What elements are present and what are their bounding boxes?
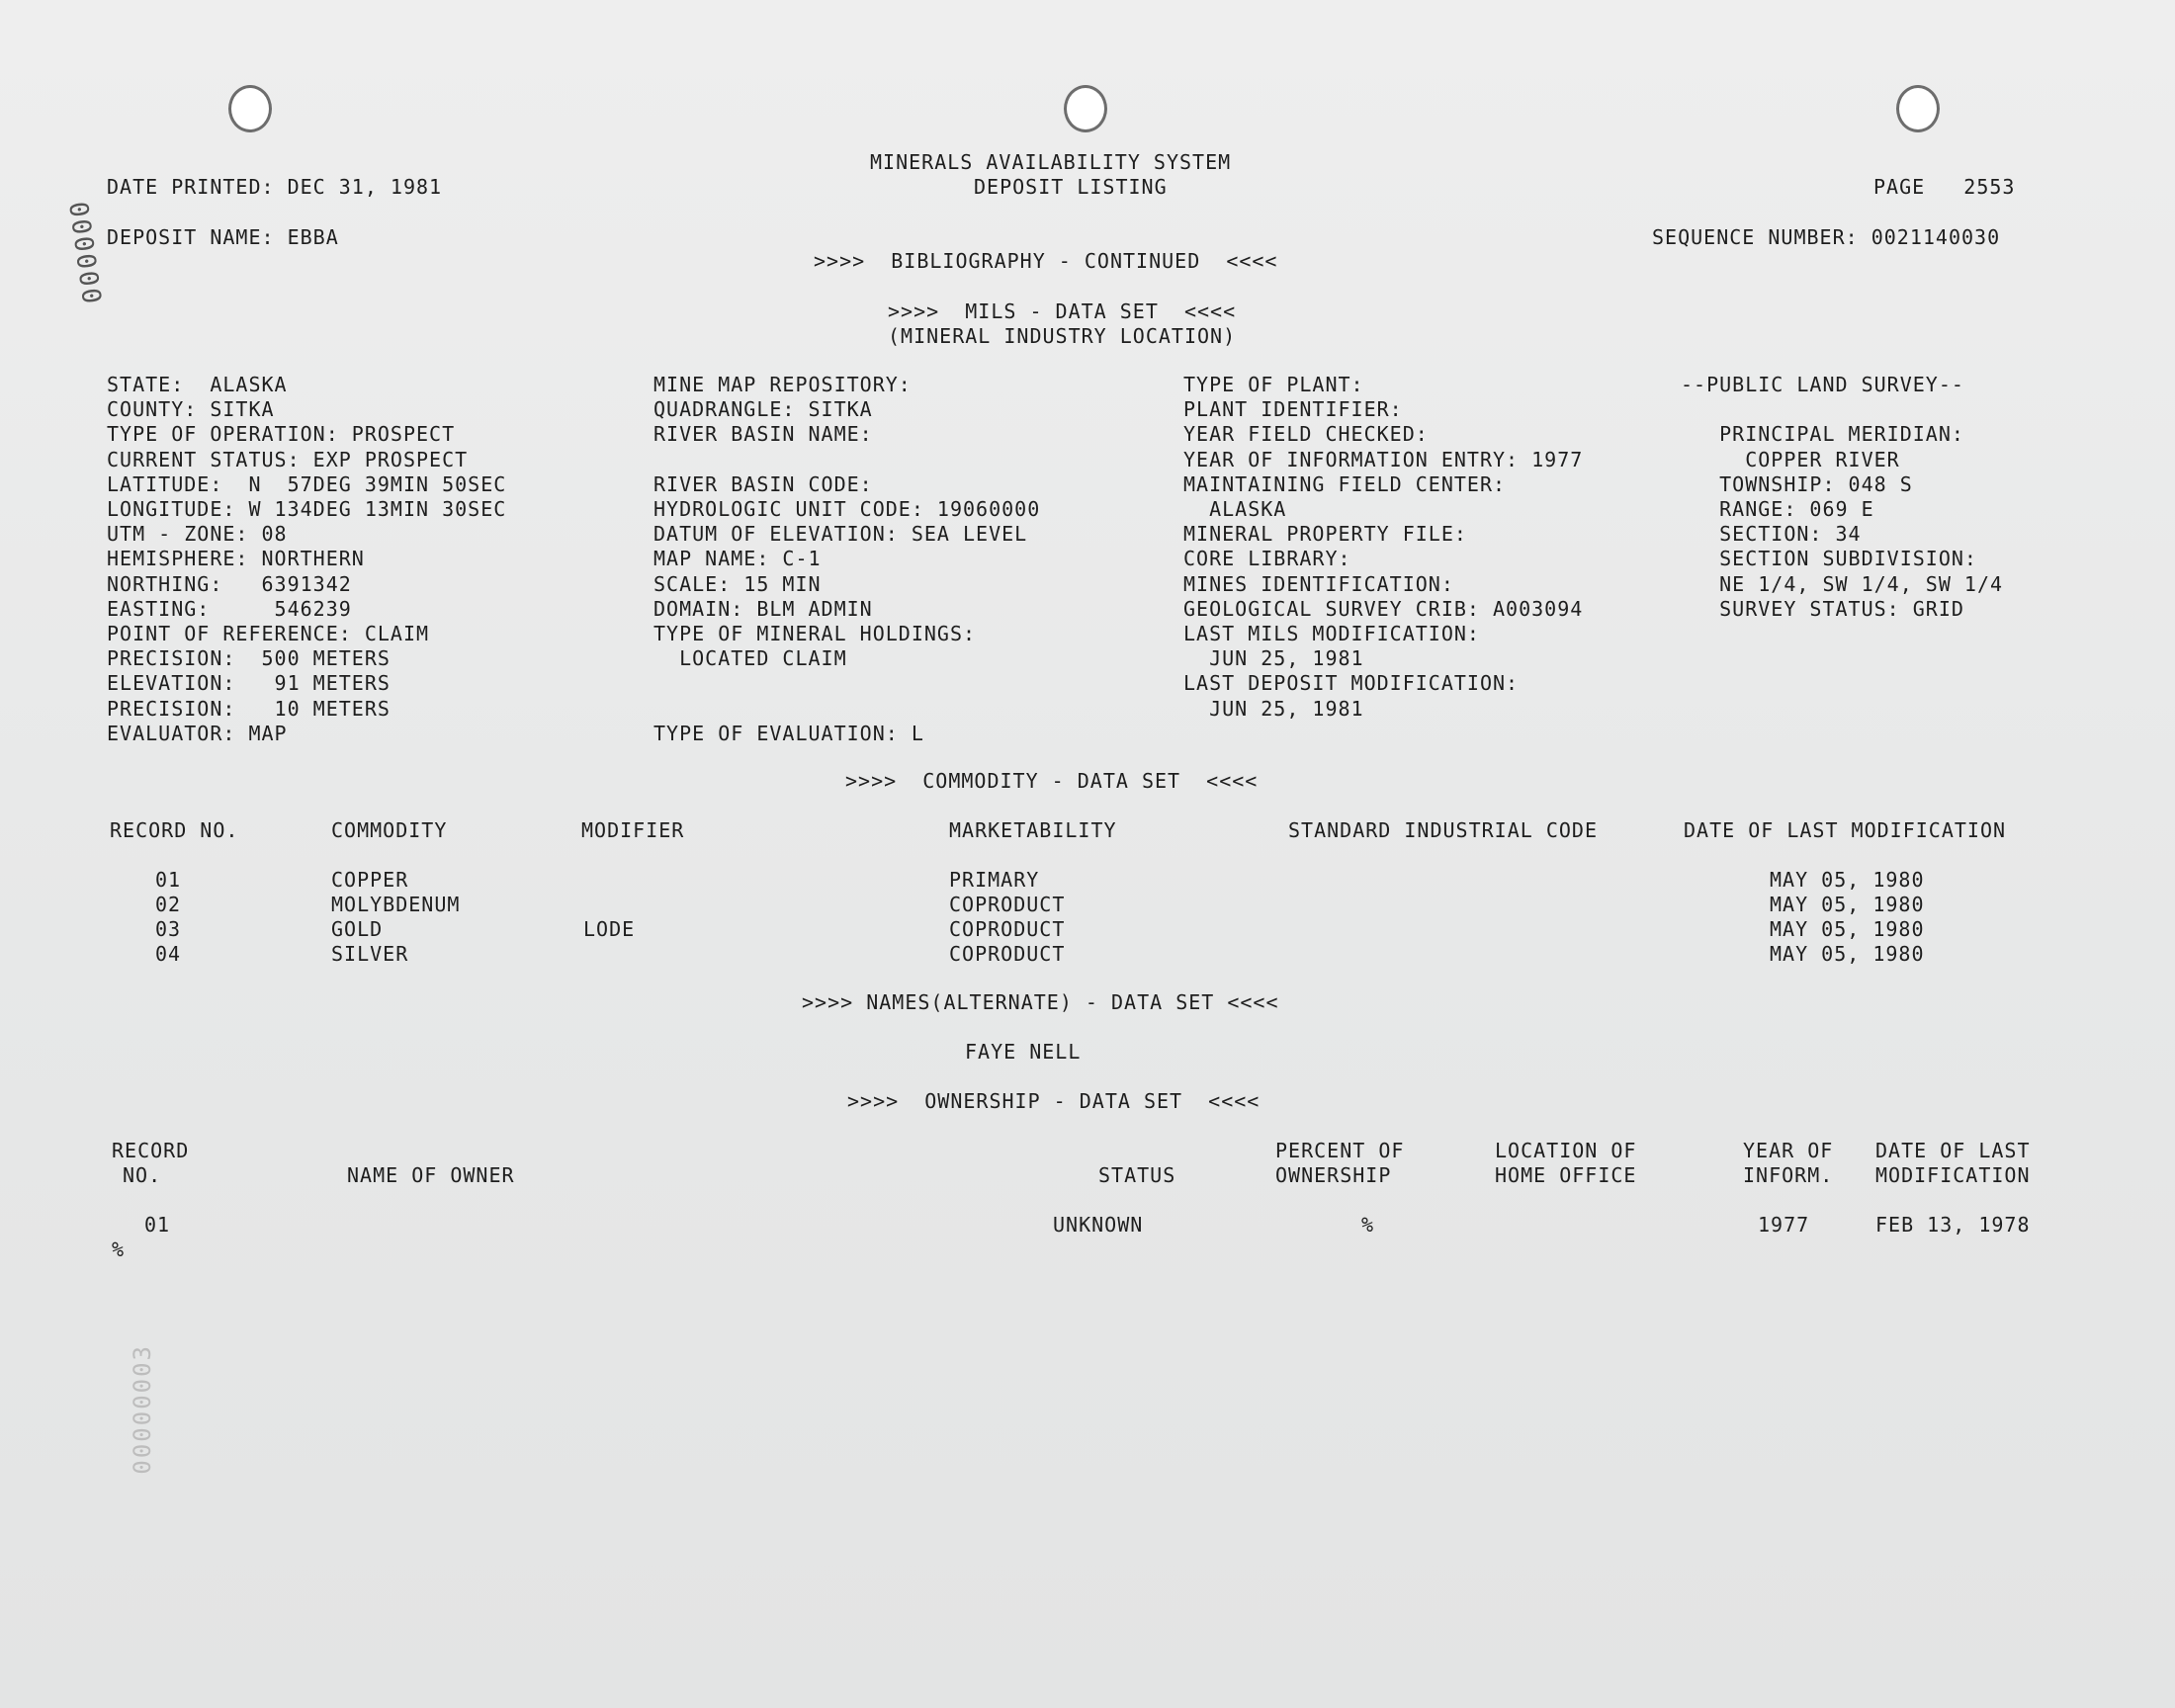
hydrologic-unit-code: HYDROLOGIC UNIT CODE: 19060000 (653, 497, 1041, 522)
last-modification: MAY 05, 1980 (1770, 893, 1925, 916)
margin-stamp-text: 000000 (64, 197, 110, 305)
marketability: COPRODUCT (949, 917, 1066, 941)
ownership-col-date: DATE OF LAST (1875, 1139, 2031, 1162)
hemisphere: HEMISPHERE: NORTHERN (107, 547, 365, 571)
river-basin-code: RIVER BASIN CODE: (653, 471, 873, 496)
names-heading: >>>> NAMES(ALTERNATE) - DATA SET <<<< (802, 990, 1279, 1014)
plant-identifier: PLANT IDENTIFIER: (1183, 397, 1403, 422)
precision: PRECISION: 500 METERS (107, 646, 391, 671)
section-subdivision-value: NE 1/4, SW 1/4, SW 1/4 (1681, 571, 2004, 596)
record-no: 02 (155, 893, 182, 916)
ownership-col-record-no: NO. (123, 1163, 162, 1187)
ownership-col-record: RECORD (112, 1139, 190, 1162)
record-no: 01 (155, 868, 182, 892)
mines-identification: MINES IDENTIFICATION: (1183, 571, 1454, 596)
datum-of-elevation: DATUM OF ELEVATION: SEA LEVEL (653, 522, 1028, 547)
punch-hole-center (1064, 85, 1107, 132)
sequence-number: SEQUENCE NUMBER: 0021140030 (1652, 225, 2001, 249)
last-mils-modification: LAST MILS MODIFICATION: (1183, 622, 1480, 646)
type-of-mineral-holdings: TYPE OF MINERAL HOLDINGS: (653, 622, 977, 646)
utm-zone: UTM - ZONE: 08 (107, 522, 288, 547)
mils-heading: >>>> MILS - DATA SET <<<< (888, 299, 1237, 323)
record-no: 04 (155, 942, 182, 966)
margin-stamp (65, 196, 133, 378)
last-modification: MAY 05, 1980 (1770, 868, 1925, 892)
commodity: COPPER (331, 868, 409, 892)
bibliography-heading: >>>> BIBLIOGRAPHY - CONTINUED <<<< (814, 249, 1278, 273)
ownership-col-location-2: HOME OFFICE (1495, 1163, 1637, 1187)
state: STATE: ALASKA (107, 373, 288, 396)
last-modification: MAY 05, 1980 (1770, 942, 1925, 966)
easting: EASTING: 546239 (107, 596, 352, 621)
date-printed: DATE PRINTED: DEC 31, 1981 (107, 175, 443, 199)
commodity-col-record: RECORD NO. (110, 818, 239, 842)
ownership-col-percent: PERCENT OF (1275, 1139, 1405, 1162)
point-of-reference: POINT OF REFERENCE: CLAIM (107, 622, 430, 646)
listing-title: DEPOSIT LISTING (974, 175, 1168, 199)
elevation-precision: PRECISION: 10 METERS (107, 696, 391, 721)
blank-row (1681, 397, 2003, 422)
commodity-col-marketability: MARKETABILITY (949, 818, 1117, 842)
latitude: LATITUDE: N 57DEG 39MIN 50SEC (107, 471, 507, 496)
scale: SCALE: 15 MIN (653, 571, 822, 596)
end-marker: % (112, 1238, 126, 1261)
status: UNKNOWN (1053, 1213, 1144, 1237)
quadrangle: QUADRANGLE: SITKA (653, 397, 873, 422)
field-center-value: ALASKA (1183, 497, 1287, 522)
commodity: MOLYBDENUM (331, 893, 461, 916)
map-name: MAP NAME: C-1 (653, 547, 822, 571)
section: SECTION: 34 (1681, 522, 1862, 547)
last-deposit-modification: LAST DEPOSIT MODIFICATION: (1183, 671, 1520, 696)
current-status: CURRENT STATUS: EXP PROSPECT (107, 447, 469, 471)
system-title: MINERALS AVAILABILITY SYSTEM (870, 150, 1232, 174)
blank-row (653, 697, 1040, 722)
commodity-col-date: DATE OF LAST MODIFICATION (1684, 818, 2007, 842)
last-mils-modification-date: JUN 25, 1981 (1183, 646, 1364, 671)
maintaining-field-center: MAINTAINING FIELD CENTER: (1183, 471, 1507, 496)
punch-hole-right (1896, 85, 1940, 132)
year-of-information-entry: YEAR OF INFORMATION ENTRY: 1977 (1183, 447, 1584, 471)
mineral-holdings-value: LOCATED CLAIM (653, 646, 847, 671)
commodity-col-commodity: COMMODITY (331, 818, 448, 842)
geological-survey-crib: GEOLOGICAL SURVEY CRIB: A003094 (1183, 596, 1584, 621)
deposit-name: DEPOSIT NAME: EBBA (107, 225, 339, 249)
last-deposit-modification-date: JUN 25, 1981 (1183, 696, 1364, 721)
commodity: GOLD (331, 917, 384, 941)
northing: NORTHING: 6391342 (107, 571, 352, 596)
type-of-plant: TYPE OF PLANT: (1183, 373, 1364, 396)
ownership-col-location: LOCATION OF (1495, 1139, 1637, 1162)
mils-subheading: (MINERAL INDUSTRY LOCATION) (888, 324, 1237, 348)
commodity-col-sic: STANDARD INDUSTRIAL CODE (1288, 818, 1598, 842)
mils-column-3 (1183, 373, 1583, 722)
public-land-survey (1681, 373, 2003, 622)
county: COUNTY: SITKA (107, 397, 275, 422)
river-basin-name: RIVER BASIN NAME: (653, 422, 873, 447)
record-no: 01 (144, 1213, 171, 1237)
mineral-property-file: MINERAL PROPERTY FILE: (1183, 522, 1467, 547)
alternate-name: FAYE NELL (965, 1040, 1082, 1064)
longitude: LONGITUDE: W 134DEG 13MIN 30SEC (107, 497, 507, 522)
elevation: ELEVATION: 91 METERS (107, 671, 391, 696)
marketability: COPRODUCT (949, 942, 1066, 966)
core-library: CORE LIBRARY: (1183, 547, 1351, 571)
ownership-col-year: YEAR OF (1743, 1139, 1834, 1162)
mine-map-repository: MINE MAP REPOSITORY: (653, 373, 912, 396)
last-modification: MAY 05, 1980 (1770, 917, 1925, 941)
public-land-survey-heading: --PUBLIC LAND SURVEY-- (1681, 373, 1964, 396)
ownership-col-year-2: INFORM. (1743, 1163, 1834, 1187)
type-of-evaluation: TYPE OF EVALUATION: L (653, 721, 924, 745)
section-subdivision: SECTION SUBDIVISION: (1681, 547, 1977, 571)
blank-row (653, 448, 1040, 472)
ownership-col-status: STATUS (1098, 1163, 1176, 1187)
mils-column-1 (107, 373, 506, 746)
principal-meridian-value: COPPER RIVER (1681, 447, 1900, 471)
percent: % (1361, 1213, 1375, 1237)
township: TOWNSHIP: 048 S (1681, 471, 1913, 496)
mils-column-2 (653, 373, 1040, 746)
last-modification: FEB 13, 1978 (1875, 1213, 2031, 1237)
ownership-col-percent-2: OWNERSHIP (1275, 1163, 1392, 1187)
commodity-heading: >>>> COMMODITY - DATA SET <<<< (845, 769, 1259, 793)
modifier: LODE (583, 917, 636, 941)
year-of-information: 1977 (1758, 1213, 1810, 1237)
commodity-col-modifier: MODIFIER (581, 818, 685, 842)
ownership-heading: >>>> OWNERSHIP - DATA SET <<<< (847, 1089, 1261, 1113)
type-of-operation: TYPE OF OPERATION: PROSPECT (107, 422, 456, 447)
evaluator: EVALUATOR: MAP (107, 721, 288, 745)
record-no: 03 (155, 917, 182, 941)
marketability: COPRODUCT (949, 893, 1066, 916)
principal-meridian: PRINCIPAL MERIDIAN: (1681, 422, 1964, 447)
punch-hole-left (228, 85, 272, 132)
year-field-checked: YEAR FIELD CHECKED: (1183, 422, 1429, 447)
survey-status: SURVEY STATUS: GRID (1681, 596, 1964, 621)
marketability: PRIMARY (949, 868, 1040, 892)
blank-row (653, 671, 1040, 696)
page-number: PAGE 2553 (1873, 175, 2016, 199)
ownership-col-name: NAME OF OWNER (347, 1163, 515, 1187)
range: RANGE: 069 E (1681, 497, 1874, 522)
ownership-col-date-2: MODIFICATION (1875, 1163, 2031, 1187)
faint-margin-mark: 00000003 (129, 1344, 156, 1475)
commodity: SILVER (331, 942, 409, 966)
domain: DOMAIN: BLM ADMIN (653, 596, 873, 621)
